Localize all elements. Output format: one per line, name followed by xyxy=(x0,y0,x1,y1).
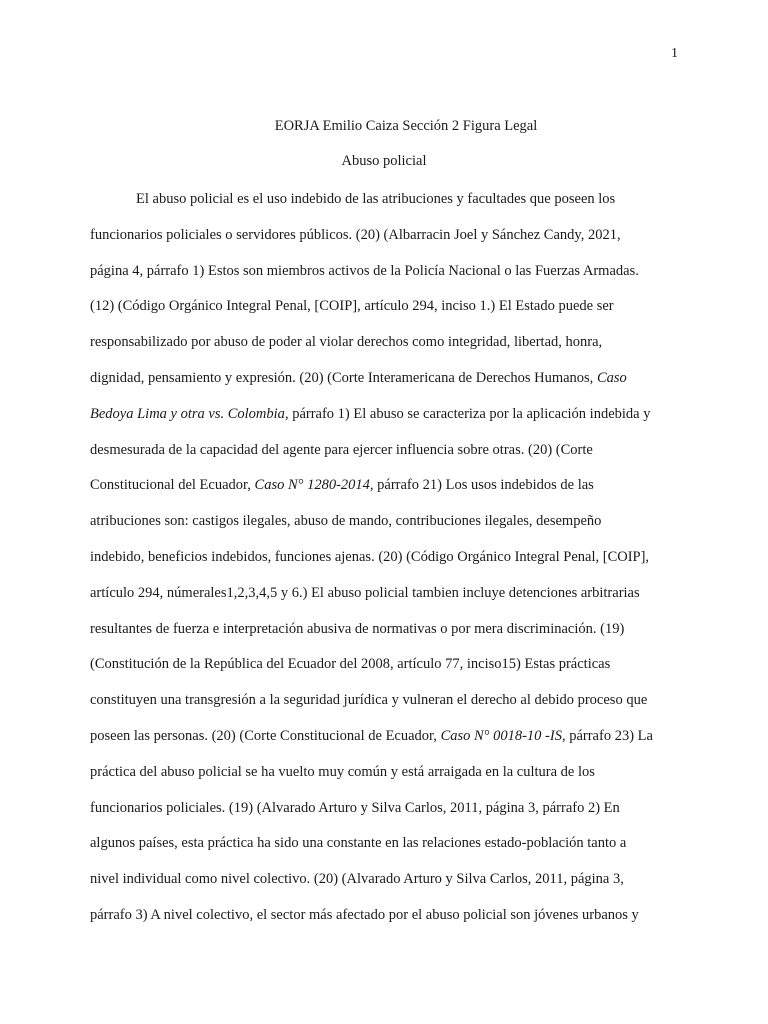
text-line xyxy=(90,295,680,331)
text-segment: dignidad, pensamiento y expresión. (20) (Corte Interamericana de Derechos Humanos, xyxy=(90,369,597,386)
text-segment: indebido, beneficios indebidos, funciones ajenas. (20) (Código Orgánico Integral Penal, [COIP], xyxy=(90,548,650,565)
text-line xyxy=(90,224,680,260)
text-segment: artículo 294, númerales1,2,3,4,5 y 6.) El abuso policial tambien incluye detenciones arbitrarias xyxy=(90,584,640,601)
text-segment: párrafo 3) A nivel colectivo, el sector más afectado por el abuso policial son jóvenes urbanos y xyxy=(90,906,639,923)
italic-citation: Caso xyxy=(596,369,627,386)
text-segment: funcionarios policiales. (19) (Alvarado Arturo y Silva Carlos, 2011, página 3, párrafo 2) En xyxy=(90,799,620,816)
body-paragraph xyxy=(90,188,680,940)
text-line xyxy=(90,546,680,582)
text-line xyxy=(90,367,680,403)
text-segment: página 4, párrafo 1) Estos son miembros activos de la Policía Nacional o las Fuerzas Armadas. xyxy=(90,262,639,279)
text-line xyxy=(90,797,680,833)
text-line xyxy=(90,439,680,475)
text-line xyxy=(90,653,680,689)
italic-citation: Bedoya Lima y otra vs. Colombia xyxy=(90,405,285,422)
document-title: EORJA Emilio Caiza Sección 2 Figura Legal xyxy=(274,118,538,134)
text-line xyxy=(90,868,680,904)
text-segment: algunos países, esta práctica ha sido una constante en las relaciones estado-población tanto a xyxy=(90,835,627,852)
text-line xyxy=(90,403,680,439)
italic-citation: Caso N° 1280-2014 xyxy=(254,477,370,494)
text-line xyxy=(90,474,680,510)
page-number: 1 xyxy=(671,46,678,61)
text-segment: resultantes de fuerza e interpretación abusiva de normativas o por mera discriminación. (19) xyxy=(90,620,625,637)
text-segment: (Constitución de la República del Ecuador del 2008, artículo 77, inciso15) Estas prácticas xyxy=(90,656,611,673)
text-line xyxy=(90,761,680,797)
text-segment: funcionarios policiales o servidores públicos. (20) (Albarracin Joel y Sánchez Candy, 2021, xyxy=(90,226,621,243)
text-segment: , párrafo 23) La xyxy=(561,727,653,744)
text-segment: Constitucional del Ecuador, xyxy=(90,477,255,494)
text-line xyxy=(90,331,680,367)
text-segment: El abuso policial es el uso indebido de las atribuciones y facultades que poseen los xyxy=(136,191,616,207)
text-line xyxy=(90,188,680,224)
text-segment: responsabilizado por abuso de poder al violar derechos como integridad, libertad, honra, xyxy=(90,334,603,351)
text-segment: constituyen una transgresión a la seguridad jurídica y vulneran el derecho al debido proceso que xyxy=(90,692,648,709)
text-line xyxy=(90,618,680,654)
text-line xyxy=(90,904,680,940)
text-segment: (12) (Código Orgánico Integral Penal, [COIP], artículo 294, inciso 1.) El Estado puede ser xyxy=(90,298,614,315)
text-segment: atribuciones son: castigos ilegales, abuso de mando, contribuciones ilegales, desempeño xyxy=(90,513,602,530)
text-line xyxy=(90,510,680,546)
text-segment: , párrafo 1) El abuso se caracteriza por la aplicación indebida y xyxy=(284,405,651,422)
text-line xyxy=(90,260,680,296)
text-segment: nivel individual como nivel colectivo. (20) (Alvarado Arturo y Silva Carlos, 2011, página 3, xyxy=(90,871,624,888)
text-segment: práctica del abuso policial se ha vuelto muy común y está arraigada en la cultura de los xyxy=(90,763,595,780)
document-subtitle: Abuso policial xyxy=(341,153,427,169)
text-line xyxy=(90,832,680,868)
text-line xyxy=(90,582,680,618)
text-line xyxy=(90,689,680,725)
text-line xyxy=(90,725,680,761)
italic-citation: Caso N° 0018-10 -IS xyxy=(440,727,562,744)
text-segment: , párrafo 21) Los usos indebidos de las xyxy=(369,477,594,494)
text-segment: desmesurada de la capacidad del agente para ejercer influencia sobre otras. (20) (Corte xyxy=(90,441,593,458)
text-segment: poseen las personas. (20) (Corte Constitucional de Ecuador, xyxy=(90,727,441,744)
